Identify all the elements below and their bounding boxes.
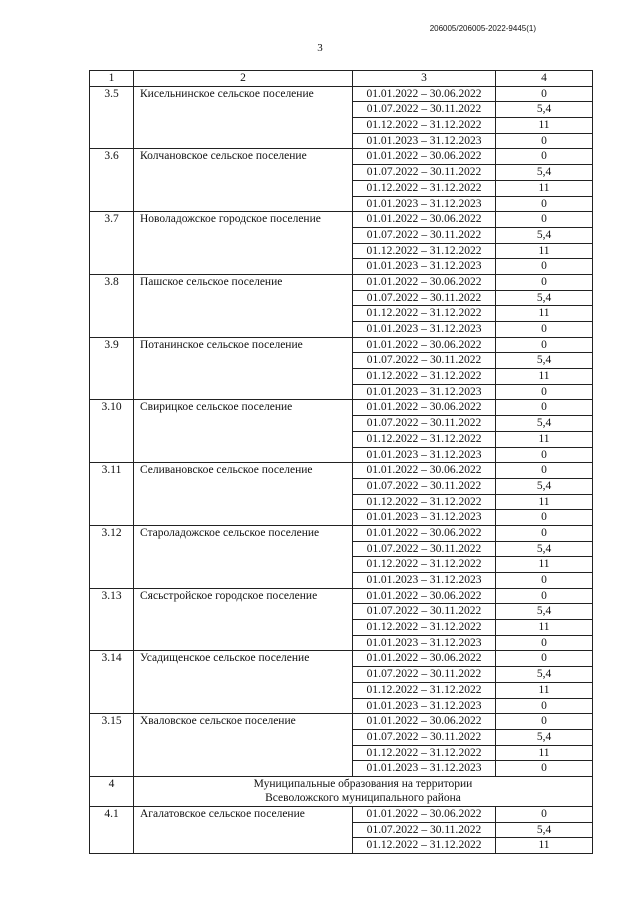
header-cell: 1 (90, 71, 134, 87)
value-cell: 0 (496, 525, 593, 541)
period-cell: 01.01.2022 – 30.06.2022 (353, 588, 496, 604)
value-cell: 5,4 (496, 165, 593, 181)
period-cell: 01.01.2022 – 30.06.2022 (353, 274, 496, 290)
value-cell: 5,4 (496, 478, 593, 494)
row-number: 3.8 (90, 274, 134, 337)
value-cell: 5,4 (496, 227, 593, 243)
row-number: 3.7 (90, 212, 134, 275)
period-cell: 01.12.2022 – 31.12.2022 (353, 494, 496, 510)
row-number: 3.5 (90, 86, 134, 149)
value-cell: 0 (496, 322, 593, 338)
period-cell: 01.01.2022 – 30.06.2022 (353, 337, 496, 353)
section-title (134, 776, 593, 806)
period-cell: 01.01.2023 – 31.12.2023 (353, 698, 496, 714)
period-cell: 01.12.2022 – 31.12.2022 (353, 745, 496, 761)
period-cell: 01.01.2022 – 30.06.2022 (353, 463, 496, 479)
table-row (90, 149, 593, 165)
table-row (90, 714, 593, 730)
row-number: 3.6 (90, 149, 134, 212)
value-cell: 5,4 (496, 729, 593, 745)
period-cell: 01.01.2023 – 31.12.2023 (353, 259, 496, 275)
period-cell: 01.01.2023 – 31.12.2023 (353, 133, 496, 149)
period-cell: 01.12.2022 – 31.12.2022 (353, 620, 496, 636)
value-cell: 0 (496, 698, 593, 714)
table-row (90, 86, 593, 102)
period-cell: 01.01.2023 – 31.12.2023 (353, 573, 496, 589)
value-cell: 11 (496, 838, 593, 854)
row-number: 3.12 (90, 525, 134, 588)
row-number: 3.15 (90, 714, 134, 777)
value-cell: 11 (496, 431, 593, 447)
settlement-name: Агалатовское сельское поселение (134, 806, 353, 853)
period-cell: 01.07.2022 – 30.11.2022 (353, 822, 496, 838)
value-cell: 0 (496, 133, 593, 149)
value-cell: 0 (496, 274, 593, 290)
period-cell: 01.07.2022 – 30.11.2022 (353, 165, 496, 181)
settlement-name: Хваловское сельское поселение (134, 714, 353, 777)
period-cell: 01.01.2022 – 30.06.2022 (353, 400, 496, 416)
value-cell: 5,4 (496, 353, 593, 369)
settlement-name: Староладожское сельское поселение (134, 525, 353, 588)
period-cell: 01.12.2022 – 31.12.2022 (353, 369, 496, 385)
value-cell: 11 (496, 243, 593, 259)
settlement-name: Селивановское сельское поселение (134, 463, 353, 526)
value-cell: 0 (496, 447, 593, 463)
period-cell: 01.01.2022 – 30.06.2022 (353, 149, 496, 165)
table-row (90, 463, 593, 479)
value-cell: 5,4 (496, 822, 593, 838)
value-cell: 0 (496, 588, 593, 604)
period-cell: 01.12.2022 – 31.12.2022 (353, 306, 496, 322)
value-cell: 0 (496, 259, 593, 275)
row-number: 3.9 (90, 337, 134, 400)
period-cell: 01.12.2022 – 31.12.2022 (353, 118, 496, 134)
value-cell: 0 (496, 510, 593, 526)
document-id: 206005/206005-2022-9445(1) (429, 24, 536, 33)
period-cell: 01.01.2023 – 31.12.2023 (353, 761, 496, 777)
period-cell: 01.07.2022 – 30.11.2022 (353, 478, 496, 494)
table-row (90, 806, 593, 822)
header-cell: 2 (134, 71, 353, 87)
value-cell: 0 (496, 761, 593, 777)
period-cell: 01.12.2022 – 31.12.2022 (353, 431, 496, 447)
value-cell: 0 (496, 337, 593, 353)
value-cell: 11 (496, 369, 593, 385)
value-cell: 5,4 (496, 541, 593, 557)
table-row (90, 337, 593, 353)
value-cell: 0 (496, 651, 593, 667)
settlement-name: Усадищенское сельское поселение (134, 651, 353, 714)
period-cell: 01.07.2022 – 30.11.2022 (353, 102, 496, 118)
period-cell: 01.12.2022 – 31.12.2022 (353, 682, 496, 698)
section-number: 4 (90, 776, 134, 806)
settlement-name: Пашское сельское поселение (134, 274, 353, 337)
value-cell: 0 (496, 196, 593, 212)
period-cell: 01.12.2022 – 31.12.2022 (353, 838, 496, 854)
period-cell: 01.01.2023 – 31.12.2023 (353, 322, 496, 338)
value-cell: 11 (496, 306, 593, 322)
table-row (90, 212, 593, 228)
value-cell: 0 (496, 714, 593, 730)
row-number: 3.13 (90, 588, 134, 651)
value-cell: 5,4 (496, 604, 593, 620)
value-cell: 0 (496, 400, 593, 416)
period-cell: 01.01.2022 – 30.06.2022 (353, 714, 496, 730)
value-cell: 11 (496, 118, 593, 134)
period-cell: 01.12.2022 – 31.12.2022 (353, 243, 496, 259)
period-cell: 01.01.2023 – 31.12.2023 (353, 196, 496, 212)
period-cell: 01.07.2022 – 30.11.2022 (353, 667, 496, 683)
table-row (90, 274, 593, 290)
value-cell: 0 (496, 463, 593, 479)
period-cell: 01.07.2022 – 30.11.2022 (353, 290, 496, 306)
value-cell: 11 (496, 494, 593, 510)
value-cell: 5,4 (496, 416, 593, 432)
settlement-name: Кисельнинское сельское поселение (134, 86, 353, 149)
row-number: 3.11 (90, 463, 134, 526)
value-cell: 0 (496, 149, 593, 165)
period-cell: 01.01.2022 – 30.06.2022 (353, 212, 496, 228)
period-cell: 01.01.2023 – 31.12.2023 (353, 510, 496, 526)
period-cell: 01.01.2022 – 30.06.2022 (353, 806, 496, 822)
value-cell: 5,4 (496, 290, 593, 306)
settlement-name: Новоладожское городское поселение (134, 212, 353, 275)
period-cell: 01.07.2022 – 30.11.2022 (353, 353, 496, 369)
section-row (90, 776, 593, 806)
header-cell: 4 (496, 71, 593, 87)
table-row (90, 400, 593, 416)
value-cell: 5,4 (496, 667, 593, 683)
period-cell: 01.01.2022 – 30.06.2022 (353, 525, 496, 541)
section-title-line: Всеволожского муниципального района (265, 792, 461, 805)
table-row (90, 651, 593, 667)
period-cell: 01.07.2022 – 30.11.2022 (353, 227, 496, 243)
value-cell: 5,4 (496, 102, 593, 118)
settlement-name: Колчановское сельское поселение (134, 149, 353, 212)
value-cell: 11 (496, 620, 593, 636)
settlement-name: Сясьстройское городское поселение (134, 588, 353, 651)
value-cell: 0 (496, 86, 593, 102)
period-cell: 01.07.2022 – 30.11.2022 (353, 604, 496, 620)
period-cell: 01.01.2023 – 31.12.2023 (353, 635, 496, 651)
value-cell: 0 (496, 635, 593, 651)
page-number: 3 (317, 42, 323, 54)
period-cell: 01.12.2022 – 31.12.2022 (353, 557, 496, 573)
value-cell: 11 (496, 682, 593, 698)
period-cell: 01.01.2022 – 30.06.2022 (353, 651, 496, 667)
period-cell: 01.07.2022 – 30.11.2022 (353, 541, 496, 557)
value-cell: 0 (496, 806, 593, 822)
table-header-row (90, 71, 593, 87)
settlement-name: Потанинское сельское поселение (134, 337, 353, 400)
header-cell: 3 (353, 71, 496, 87)
value-cell: 11 (496, 180, 593, 196)
row-number: 3.10 (90, 400, 134, 463)
row-number: 3.14 (90, 651, 134, 714)
table-row (90, 525, 593, 541)
period-cell: 01.12.2022 – 31.12.2022 (353, 180, 496, 196)
period-cell: 01.07.2022 – 30.11.2022 (353, 729, 496, 745)
section-title-line: Муниципальные образования на территории (253, 777, 473, 790)
period-cell: 01.07.2022 – 30.11.2022 (353, 416, 496, 432)
period-cell: 01.01.2023 – 31.12.2023 (353, 447, 496, 463)
value-cell: 11 (496, 557, 593, 573)
value-cell: 0 (496, 573, 593, 589)
value-cell: 0 (496, 384, 593, 400)
period-cell: 01.01.2023 – 31.12.2023 (353, 384, 496, 400)
settlement-name: Свирицкое сельское поселение (134, 400, 353, 463)
table-row (90, 588, 593, 604)
period-cell: 01.01.2022 – 30.06.2022 (353, 86, 496, 102)
row-number: 4.1 (90, 806, 134, 853)
value-cell: 0 (496, 212, 593, 228)
value-cell: 11 (496, 745, 593, 761)
tariff-table (89, 70, 593, 854)
